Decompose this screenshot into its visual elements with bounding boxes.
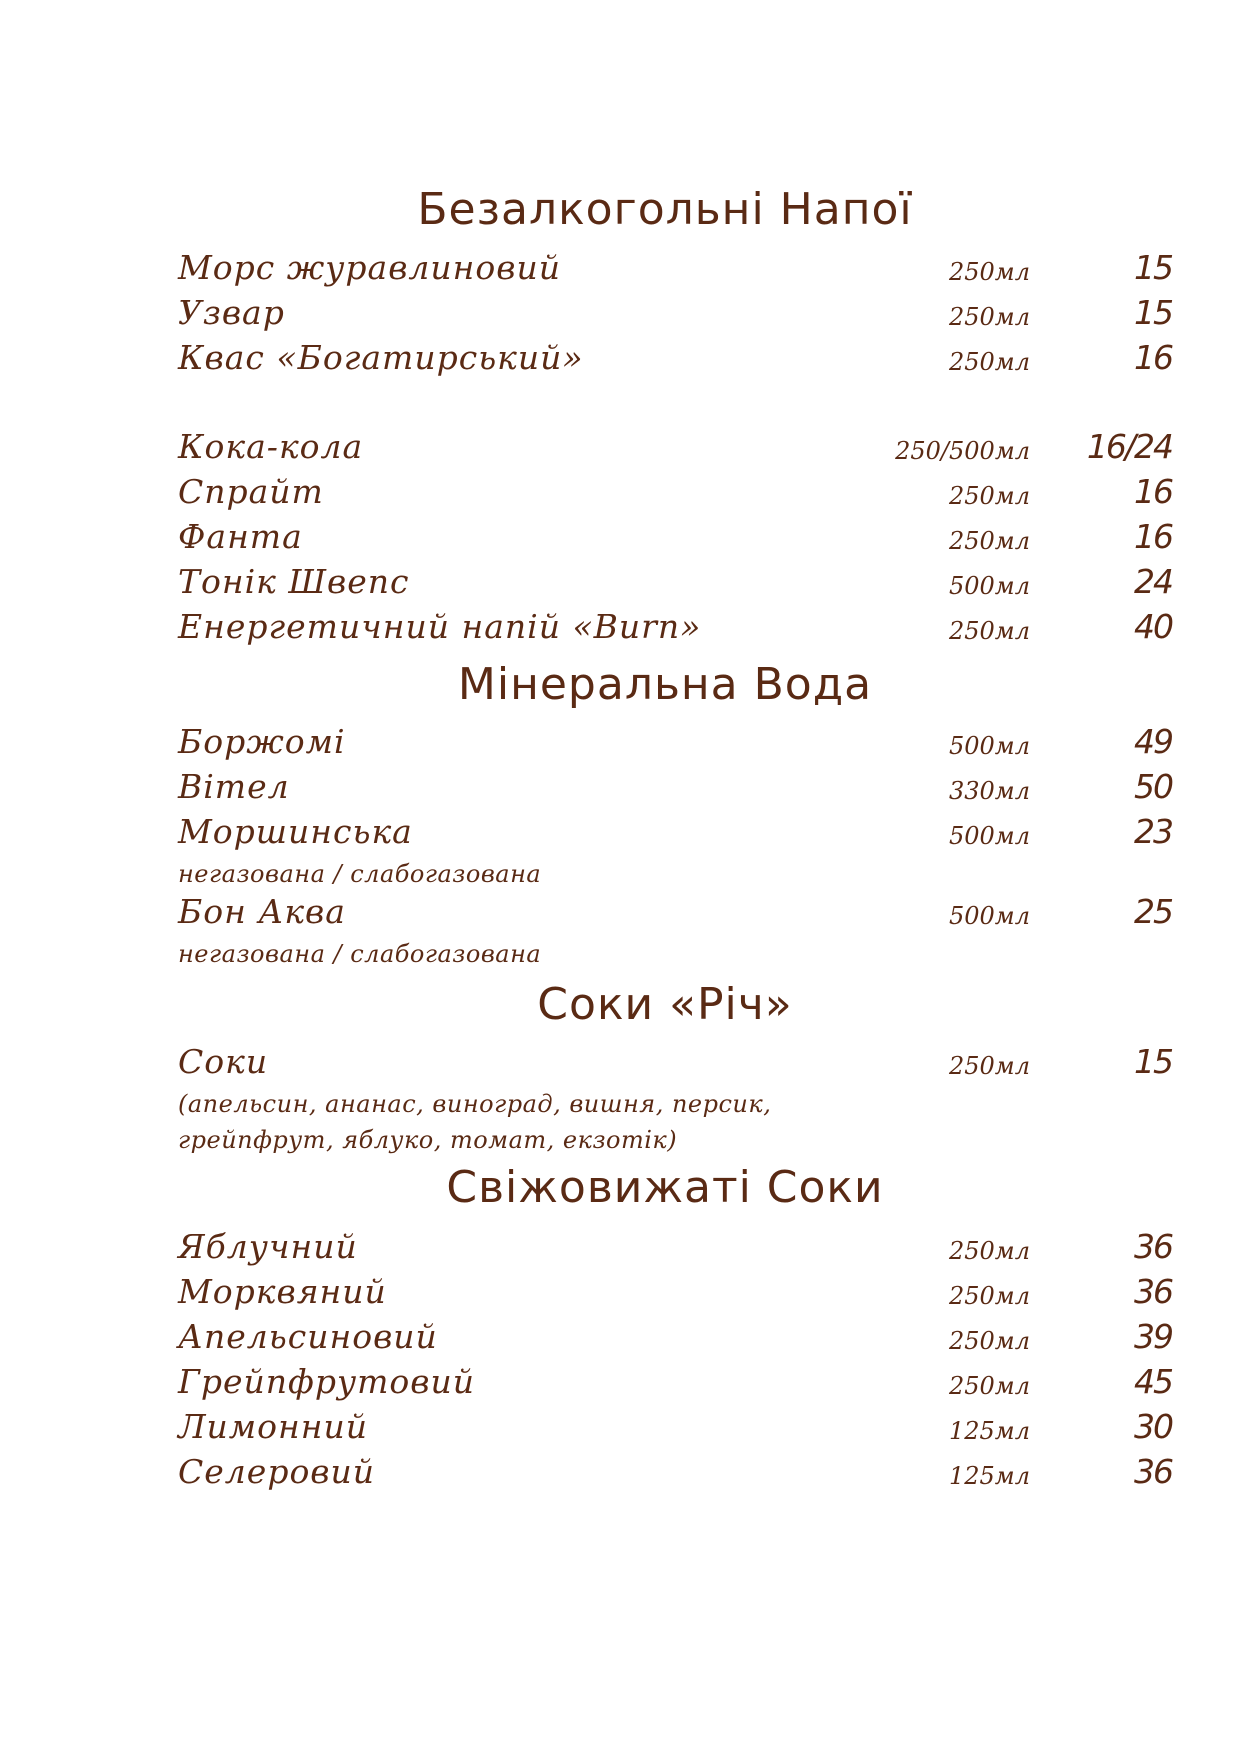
item-volume: 250мл [949,1327,1030,1355]
item-note: грейпфрут, яблуко, томат, екзотік) [178,1126,678,1154]
item-price: 36 [1134,1452,1172,1491]
item-volume: 500мл [949,902,1030,930]
item-name: Апельсиновий [178,1317,438,1356]
menu-item [0,336,1240,380]
item-price: 45 [1134,1362,1172,1401]
menu-item [0,890,1240,934]
item-name: Фанта [178,517,303,556]
menu-item [0,246,1240,290]
item-volume: 250мл [949,1052,1030,1080]
item-name: Спрайт [178,472,324,511]
menu-item [0,1040,1240,1084]
item-name: Бон Аква [178,892,346,931]
item-volume: 500мл [949,572,1030,600]
menu-item [0,1360,1240,1404]
section-title-fresh-juices: Свіжовижаті Соки [446,1162,884,1213]
menu-item [0,1405,1240,1449]
section-title-soft-drinks: Безалкогольні Напої [417,184,913,235]
item-volume: 250мл [949,348,1030,376]
item-price: 49 [1134,722,1172,761]
menu-item [0,1225,1240,1269]
section-title-rich-juices: Соки «Річ» [537,979,793,1030]
item-note: (апельсин, ананас, виноград, вишня, персик, [178,1090,772,1118]
menu-item [0,470,1240,514]
section-title-mineral-water: Мінеральна Вода [457,659,873,710]
item-name: Селеровий [178,1452,376,1491]
item-volume: 125мл [949,1462,1030,1490]
item-price: 36 [1134,1227,1172,1266]
menu-item [0,1270,1240,1314]
item-name: Вітел [178,767,290,806]
item-name: Боржомі [178,722,346,761]
item-name: Тонік Швепс [178,562,410,601]
item-volume: 250мл [949,303,1030,331]
item-price: 50 [1134,767,1172,806]
item-price: 16/24 [1086,427,1172,466]
item-price: 25 [1134,892,1172,931]
item-name: Соки [178,1042,269,1081]
item-name: Кока-кола [178,427,364,466]
item-name: Лимонний [178,1407,368,1446]
menu-item [0,605,1240,649]
item-price: 16 [1134,338,1172,377]
menu-item [0,425,1240,469]
item-price: 40 [1134,607,1172,646]
item-price: 23 [1134,812,1172,851]
item-name: Яблучний [178,1227,358,1266]
item-name: Моршинська [178,812,413,851]
item-volume: 500мл [949,732,1030,760]
menu-item [0,1450,1240,1494]
item-price: 24 [1134,562,1172,601]
item-volume: 250мл [949,1372,1030,1400]
item-volume: 500мл [949,822,1030,850]
item-price: 15 [1134,248,1172,287]
item-price: 15 [1134,293,1172,332]
menu-item [0,810,1240,854]
item-volume: 125мл [949,1417,1030,1445]
menu-item [0,515,1240,559]
item-price: 15 [1134,1042,1172,1081]
menu-item [0,765,1240,809]
item-price: 39 [1134,1317,1172,1356]
item-volume: 250мл [949,482,1030,510]
menu-item [0,1315,1240,1359]
item-name: Морс журавлиновий [178,248,561,287]
menu-item [0,720,1240,764]
item-name: Морквяний [178,1272,387,1311]
item-price: 30 [1134,1407,1172,1446]
item-price: 16 [1134,472,1172,511]
item-volume: 250мл [949,527,1030,555]
item-note: негазована / слабогазована [178,860,542,888]
item-name: Узвар [178,293,285,332]
menu-item [0,291,1240,335]
item-note: негазована / слабогазована [178,940,542,968]
item-volume: 250/500мл [895,437,1030,465]
item-name: Грейпфрутовий [178,1362,475,1401]
item-name: Квас «Богатирський» [178,338,584,377]
item-volume: 250мл [949,1237,1030,1265]
item-volume: 250мл [949,617,1030,645]
menu-item [0,560,1240,604]
item-volume: 330мл [949,777,1030,805]
item-name: Енергетичний напій «Burn» [178,607,702,646]
item-price: 16 [1134,517,1172,556]
item-volume: 250мл [949,1282,1030,1310]
item-price: 36 [1134,1272,1172,1311]
item-volume: 250мл [949,258,1030,286]
